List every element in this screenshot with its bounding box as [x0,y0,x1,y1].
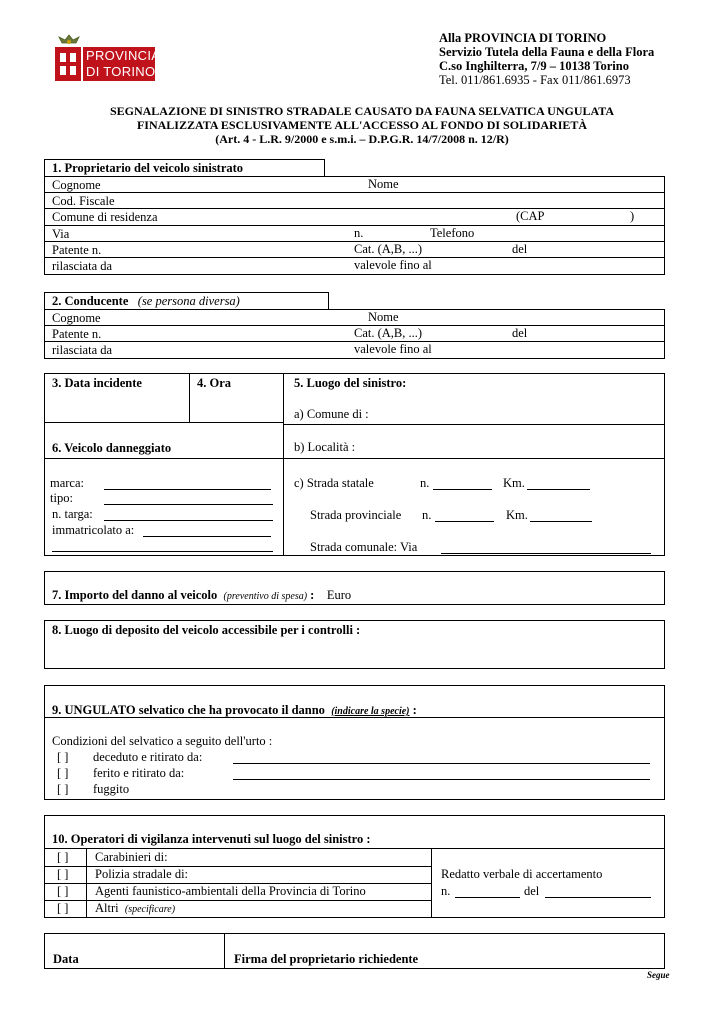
addr-service: Servizio Tutela della Fauna e della Flora [439,45,655,59]
signature-divider [224,933,225,969]
s10-opt-agenti: Agenti faunistico-ambientali della Provincia di Torino [95,884,366,898]
s2-rule [44,325,665,326]
s9-opt-fuggito: fuggito [93,782,130,796]
verbale-n-input[interactable] [455,886,520,898]
s1-patente[interactable]: Patente n. [52,243,102,257]
s10-divider [431,848,432,918]
s6-tipo: tipo: [50,491,73,505]
statale-km-label: Km. [503,476,525,490]
s6-title: 6. Veicolo danneggiato [52,441,172,455]
s1-title: 1. Proprietario del veicolo sinistrato [52,161,244,175]
s6-targa: n. targa: [52,507,93,521]
s1-valevole[interactable]: valevole fino al [354,258,432,272]
s10-divider [86,848,87,918]
s2-valevole[interactable]: valevole fino al [354,342,432,356]
logo-line1: PROVINCIA [86,48,161,63]
immatricolato-input-2[interactable] [52,540,273,552]
verbale-n-label: n. [441,884,451,898]
doc-title-3: (Art. 4 - L.R. 9/2000 e s.m.i. – D.P.G.R. 14/7/2008 n. 12/R) [215,132,509,146]
s1-cognome[interactable]: Cognome [52,178,101,192]
addr-tel: Tel. 011/861.6935 - Fax 011/861.6973 [439,73,631,87]
euro-field[interactable]: Euro [326,588,352,602]
prov-n-label: n. [422,508,432,522]
s9-opt-ferito: ferito e ritirato da: [93,766,185,780]
s3-divider [44,458,665,459]
deceduto-input[interactable] [233,752,650,764]
s1-cap-open: (CAP [516,209,545,223]
s3-divider [189,373,190,423]
s1-rilasciata[interactable]: rilasciata da [52,259,113,273]
luogo-sinistro: 5. Luogo del sinistro: [294,376,407,390]
s7-row: 7. Importo del danno al veicolo (preventivo di spesa) : Euro [52,588,352,602]
statale-km-input[interactable] [527,478,590,490]
segue-label: Segue [647,970,670,980]
prov-km-label: Km. [506,508,528,522]
s2-rule [44,341,665,342]
strada-provinciale: Strada provinciale [310,508,402,522]
s9-cond: Condizioni del selvatico a seguito dell'urto : [52,734,273,748]
s1-rule [44,192,665,193]
s3-divider [44,422,283,423]
s1-rule [44,241,665,242]
s7-title: 7. Importo del danno al veicolo [52,588,218,602]
s9-note: (indicare la specie) [331,706,410,717]
s9-opt-deceduto: deceduto e ritirato da: [93,750,203,764]
s3-divider [283,373,284,556]
s1-nome[interactable]: Nome [368,177,399,191]
s2-del[interactable]: del [512,326,528,340]
marca-input[interactable] [104,478,271,490]
s1-del[interactable]: del [512,242,528,256]
verbale-del-label: del [524,884,540,898]
strada-statale: c) Strada statale [294,476,374,490]
s1-cf[interactable]: Cod. Fiscale [52,194,115,208]
s1-rule [44,225,665,226]
comunale-via-input[interactable] [441,542,651,554]
addr-to: Alla PROVINCIA DI TORINO [439,31,607,45]
s10-opt-polizia: Polizia stradale di: [95,867,189,881]
addr-street: C.so Inghilterra, 7/9 – 10138 Torino [439,59,629,73]
s9-title: 9. UNGULATO selvatico che ha provocato il danno [52,703,325,717]
s9-check[interactable]: [ ] [57,750,69,764]
statale-n-label: n. [420,476,430,490]
s7-note: (preventivo di spesa) [223,591,308,602]
s2-rilasciata[interactable]: rilasciata da [52,343,113,357]
s1-cat[interactable]: Cat. (A,B, ...) [354,242,423,256]
s10-check[interactable]: [ ] [57,884,69,898]
s1-rule [44,257,665,258]
s1-rule [44,208,665,209]
s8-title: 8. Luogo di deposito del veicolo accessibile per i controlli : [52,623,361,637]
prov-km-input[interactable] [530,510,592,522]
data-incidente[interactable]: 3. Data incidente [52,376,142,390]
s10-check[interactable]: [ ] [57,850,69,864]
s2-cognome[interactable]: Cognome [52,311,101,325]
s1-via[interactable]: Via [52,227,70,241]
s9-row: 9. UNGULATO selvatico che ha provocato il danno (indicare la specie) : [52,703,417,717]
ora[interactable]: 4. Ora [197,376,232,390]
s6-immatricolato: immatricolato a: [52,523,135,537]
localita[interactable]: b) Località : [294,440,356,454]
s6-marca: marca: [50,476,85,490]
provincia-logo [53,33,161,83]
footer-firma[interactable]: Firma del proprietario richiedente [234,952,419,966]
s2-nome[interactable]: Nome [368,310,399,324]
s10-title: 10. Operatori di vigilanza intervenuti sul luogo del sinistro : [52,832,371,846]
comune[interactable]: a) Comune di : [294,407,369,421]
s3-divider [283,424,665,425]
s2-cat[interactable]: Cat. (A,B, ...) [354,326,423,340]
doc-title-1: SEGNALAZIONE DI SINISTRO STRADALE CAUSATO DA FAUNA SELVATICA UNGULATA [109,104,615,118]
s3-box [44,373,665,556]
s1-telefono[interactable]: Telefono [430,226,475,240]
s10-opt-altri: Altri (specificare) [95,901,176,915]
doc-title-2: FINALIZZATA ESCLUSIVAMENTE ALL'ACCESSO AL FONDO DI SOLIDARIETÀ [136,118,588,132]
footer-data[interactable]: Data [53,952,79,966]
verbale-label: Redatto verbale di accertamento [441,867,603,881]
s9-check[interactable]: [ ] [57,782,69,796]
s1-n: n. [354,226,364,240]
targa-input[interactable] [104,509,273,521]
tipo-input[interactable] [104,493,273,505]
immatricolato-input[interactable] [143,525,271,537]
verbale-del-input[interactable] [545,886,651,898]
s9-check[interactable]: [ ] [57,766,69,780]
s2-title: 2. Conducente (se persona diversa) [52,294,240,308]
logo-line2: DI TORINO [86,64,156,79]
s1-cap-close: ) [630,209,635,223]
s10-check[interactable]: [ ] [57,867,69,881]
s10-opt-carabinieri: Carabinieri di: [95,850,168,864]
ferito-input[interactable] [233,768,650,780]
statale-n-input[interactable] [433,478,492,490]
s1-comune[interactable]: Comune di residenza [52,210,158,224]
s2-patente[interactable]: Patente n. [52,327,102,341]
s2-note: (se persona diversa) [137,294,240,308]
strada-comunale: Strada comunale: Via [310,540,418,554]
s10-check[interactable]: [ ] [57,901,69,915]
prov-n-input[interactable] [435,510,494,522]
s10-rule [44,848,665,849]
